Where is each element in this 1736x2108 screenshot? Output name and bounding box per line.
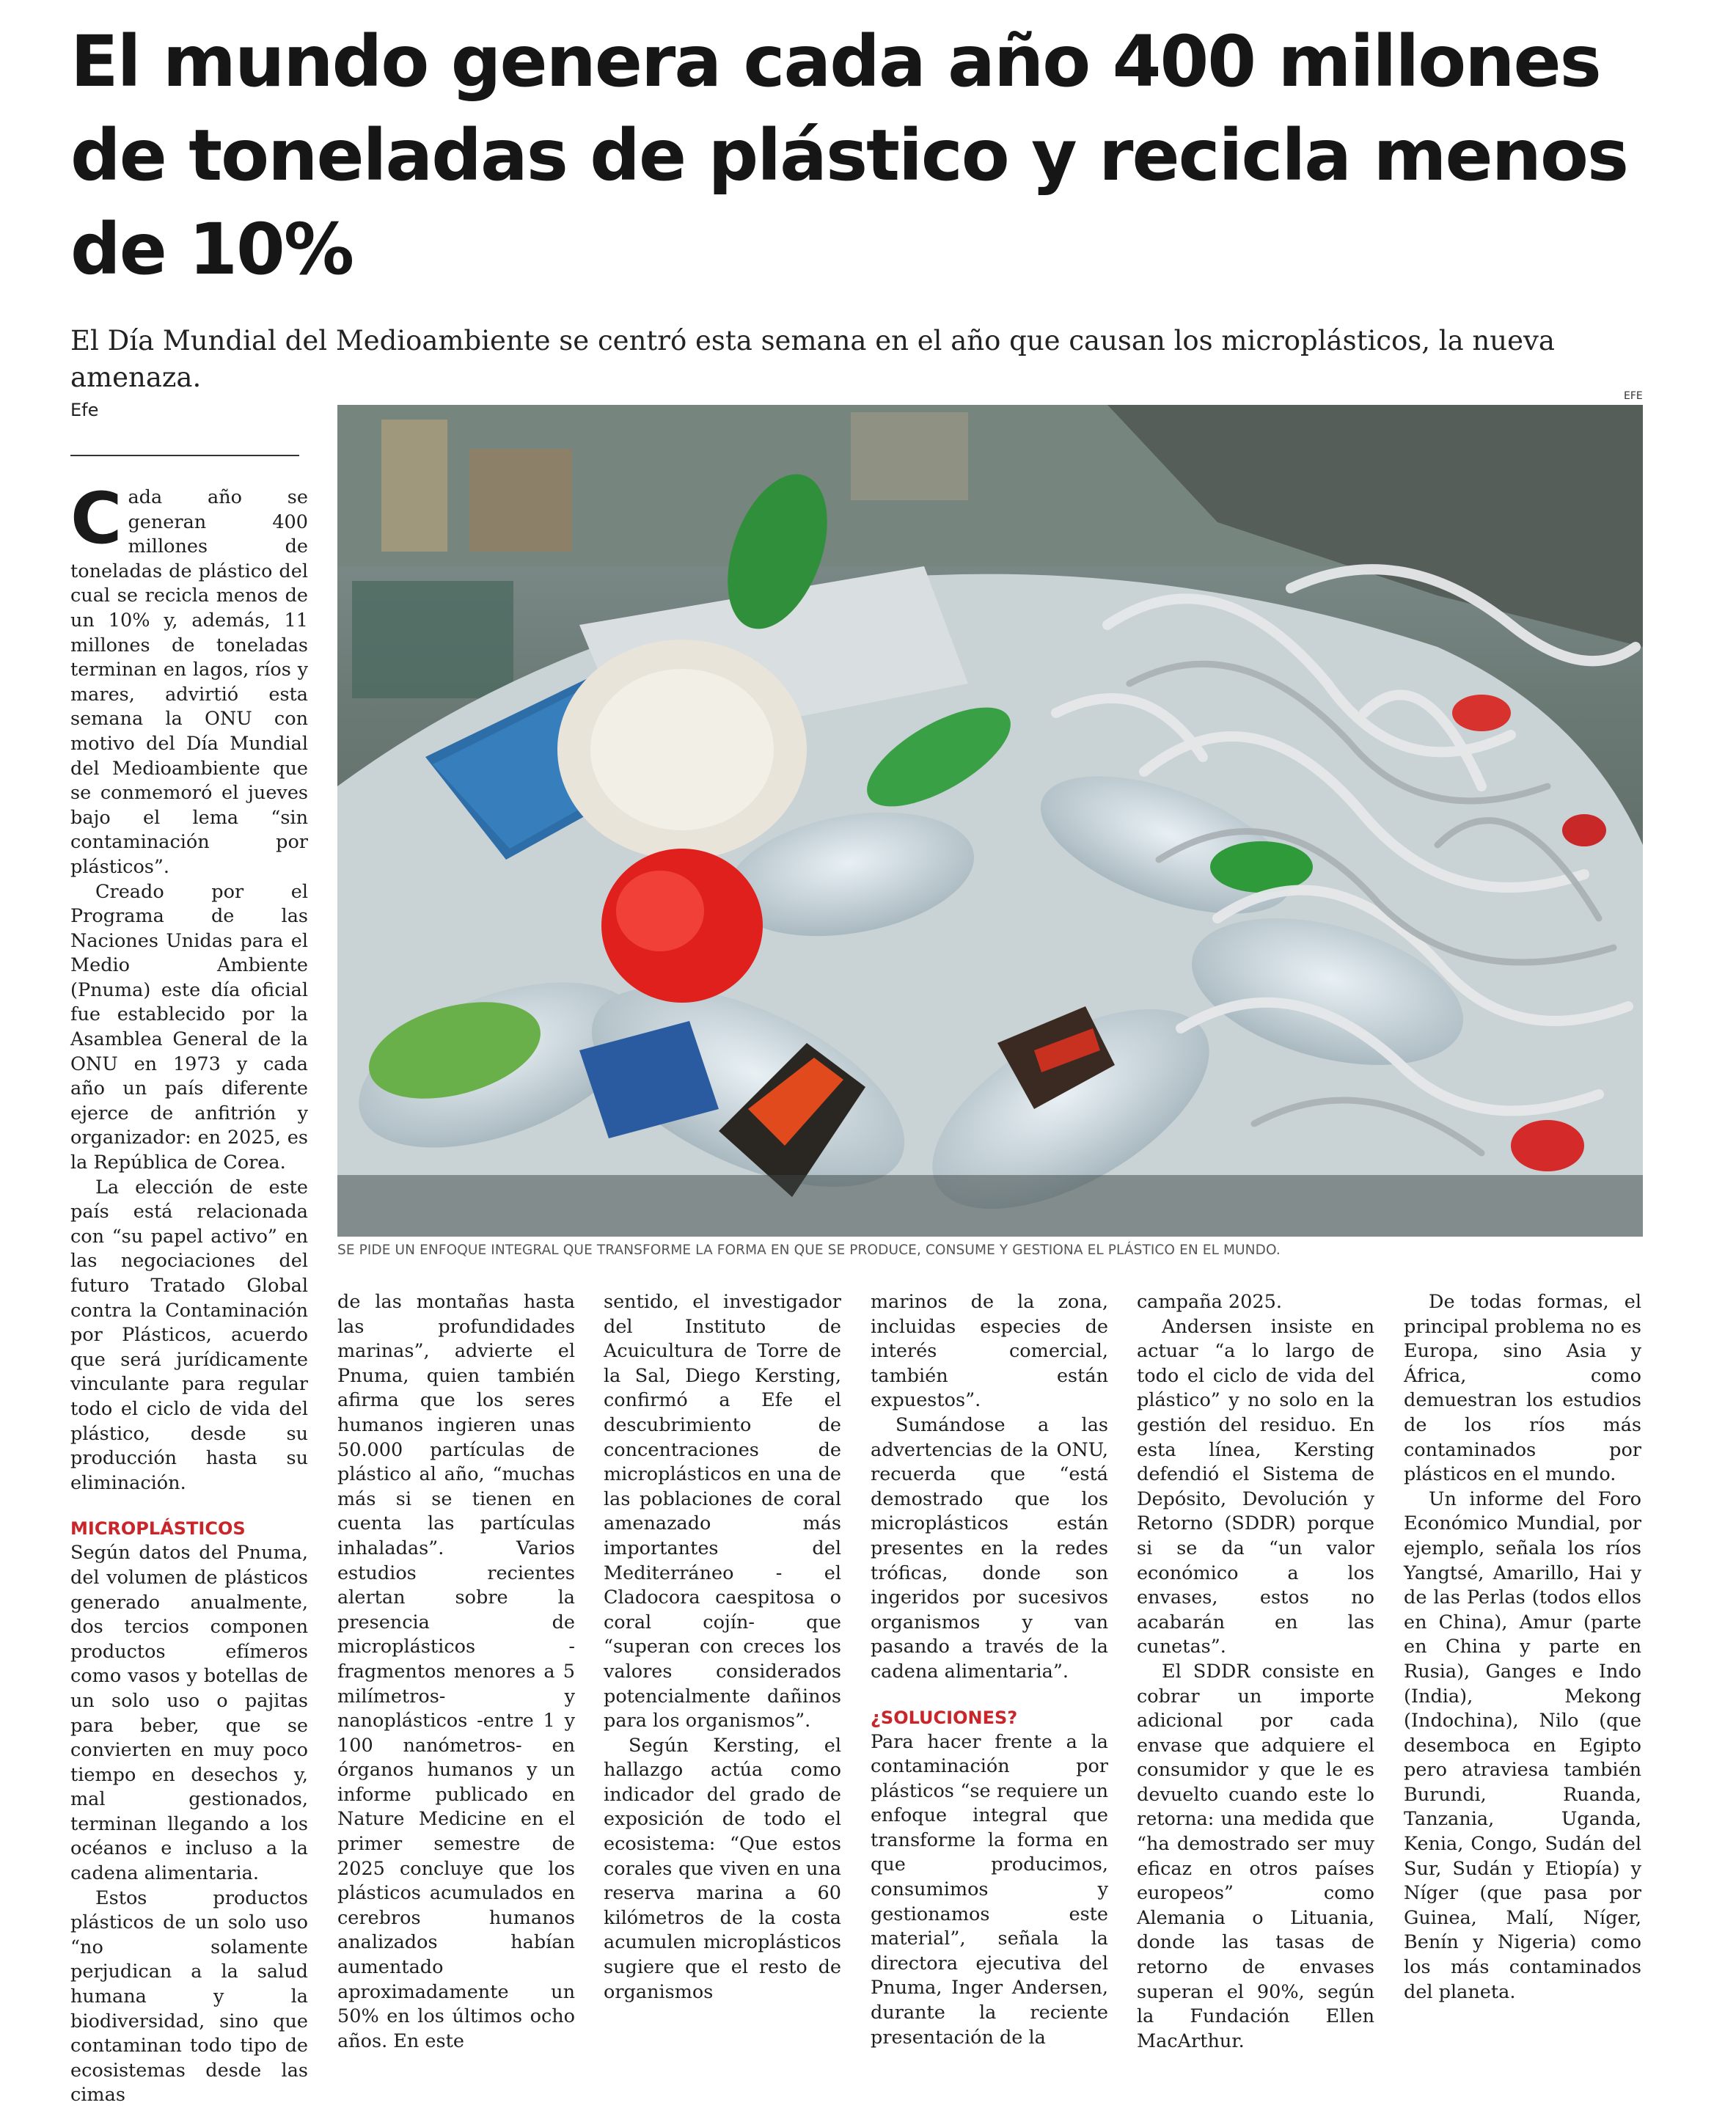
paragraph: Según datos del Pnuma, del volumen de plásticos generado anualmente, dos tercios componen productos efímeros como vasos y botellas de un solo uso o pajitas para beber, que se convierten en muy poco tiempo en desechos y, mal gestionados, terminan llegando a los océanos e incluso a la cadena alimentaria.	[70, 1542, 308, 1885]
paragraph: Para hacer frente a la contaminación por plásticos “se requiere un enfoque integral que transforme la forma en que producimos, consumimos y gestionamos este material”, señala la directora ejecutiva del Pnuma, Inger Andersen, durante la reciente presentación de la	[871, 1730, 1108, 2049]
paragraph: Un informe del Foro Económico Mundial, por ejemplo, señala los ríos Yangtsé, Amarillo, Hai y de las Perlas (todos ellos en China), Amur (parte en China y parte en Rusia), Ganges e Indo (India), Mekong (Indochina), Nilo (que desemboca en Egipto pero atraviesa también Burundi, Ruanda, Tanzania, Uganda, Kenia, Congo, Sudán del Sur, Sudán y Etiopía) y Níger (que pasa por Guinea, Malí, Níger, Benín y Nigeria) como los más contaminados del planeta.	[1404, 1487, 1641, 2003]
paragraph: La elección de este país está relacionada con “su papel activo” en las negociaciones del futuro Tratado Global contra la Contaminación por Plásticos, acuerdo que será jurídicamente vinculante para regular todo el ciclo de vida del plástico, desde su producción hasta su eliminación.	[70, 1176, 308, 1494]
section-heading-soluciones: ¿SOLUCIONES?	[871, 1707, 1018, 1728]
photo-caption: SE PIDE UN ENFOQUE INTEGRAL QUE TRANSFORME LA FORMA EN QUE SE PRODUCE, CONSUME Y GESTIONA EL PLÁSTICO EN EL MUNDO.	[337, 1243, 1281, 1258]
paragraph: Andersen insiste en actuar “a lo largo de todo el ciclo de vida del plástico” y no solo en la gestión del residuo. En esta línea, Kersting defendió el Sistema de Depósito, Devolución y Retorno (SDDR) porque si se da “un valor económico a los envases, estos no acabarán en las cunetas”.	[1137, 1315, 1374, 1658]
paragraph: marinos de la zona, incluidas especies de interés comercial, también están expuestos”.	[871, 1291, 1108, 1412]
lead-paragraph	[70, 477, 308, 880]
headline: El mundo genera cada año 400 millones de toneladas de plástico y recicla menos de 10%	[70, 21, 1628, 290]
article-column-2	[337, 1290, 575, 2054]
paragraph: Sumándose a las advertencias de la ONU, recuerda que “está demostrado que los microplásticos están presentes en la redes tróficas, donde son ingeridos por sucesivos organismos y van pasando a través de la cadena alimentaria”.	[871, 1413, 1108, 1683]
paragraph: sentido, el investigador del Instituto de Acuicultura de Torre de la Sal, Diego Kersting, confirmó a Efe el descubrimiento de concentraciones de microplásticos en una de las poblaciones de coral amenazado más importantes del Mediterráneo - el Cladocora caespitosa o coral cojín- que “superan con creces los valores considerados potencialmente dañinos para los organismos”.	[604, 1291, 841, 1732]
article-column-1	[70, 477, 308, 2108]
byline-divider	[70, 455, 299, 456]
plastic-waste-photo	[337, 405, 1643, 1237]
article-column-6	[1404, 1290, 1641, 2005]
article-column-4	[871, 1290, 1108, 2050]
paragraph: campaña 2025.	[1137, 1291, 1282, 1313]
article-column-5	[1137, 1290, 1374, 2054]
paragraph: De todas formas, el principal problema no es Europa, sino Asia y África, como demuestran los estudios de los ríos más contaminados por plásticos en el mundo.	[1404, 1291, 1641, 1486]
paragraph: Creado por el Programa de las Naciones Unidas para el Medio Ambiente (Pnuma) este día oficial fue establecido por la Asamblea General de la ONU en 1973 y cada año un país diferente ejerce de anfitrión y organizador: en 2025, es la República de Corea.	[70, 880, 308, 1174]
lead-paragraph-text: ada año se generan 400 millones de toneladas de plástico del cual se recicla menos de un 10% y, además, 11 millones de toneladas terminan en lagos, ríos y mares, advirtió esta semana la ONU con motivo del Día Mundial del Medioambiente que se conmemoró el jueves bajo el lema “sin contaminación por plásticos”.	[70, 486, 308, 878]
byline: Efe	[70, 400, 99, 420]
paragraph: Según Kersting, el hallazgo actúa como indicador del grado de exposición de todo el ecosistema: “Que estos corales que viven en una reserva marina a 60 kilómetros de la costa acumulen microplásticos sugiere que el resto de organismos	[604, 1734, 841, 2003]
paragraph: de las montañas hasta las profundidades marinas”, advierte el Pnuma, quien también afirma que los seres humanos ingieren unas 50.000 partículas de plástico al año, “muchas más si se tienen en cuenta las partículas inhaladas”. Varios estudios recientes alertan sobre la presencia de microplásticos -fragmentos menores a 5 milímetros- y nanoplásticos -entre 1 y 100 nanómetros- en órganos humanos y un informe publicado en Nature Medicine en el primer semestre de 2025 concluye que los plásticos acumulados en cerebros humanos analizados habían aumentado aproximadamente un 50% en los últimos ocho años. En este	[337, 1291, 575, 2052]
article-column-3	[604, 1290, 841, 2005]
paragraph: Estos productos plásticos de un solo uso “no solamente perjudican a la salud humana y la biodiversidad, sino que contaminan todo tipo de ecosistemas desde las cimas	[70, 1886, 308, 2107]
drop-cap: C	[70, 477, 122, 560]
section-heading-microplasticos: MICROPLÁSTICOS	[70, 1518, 246, 1540]
subheadline: El Día Mundial del Medioambiente se centró esta semana en el año que causan los microplásticos, la nueva amenaza.	[70, 325, 1555, 393]
photo-credit: EFE	[1624, 390, 1643, 402]
paragraph: El SDDR consiste en cobrar un importe adicional por cada envase que adquiere el consumidor y que le es devuelto cuando este lo retorna: una medida que “ha demostrado ser muy eficaz en otros países europeos” como Alemania o Lituania, donde las tasas de retorno de envases superan el 90%, según la Fundación Ellen MacArthur.	[1137, 1660, 1374, 2052]
